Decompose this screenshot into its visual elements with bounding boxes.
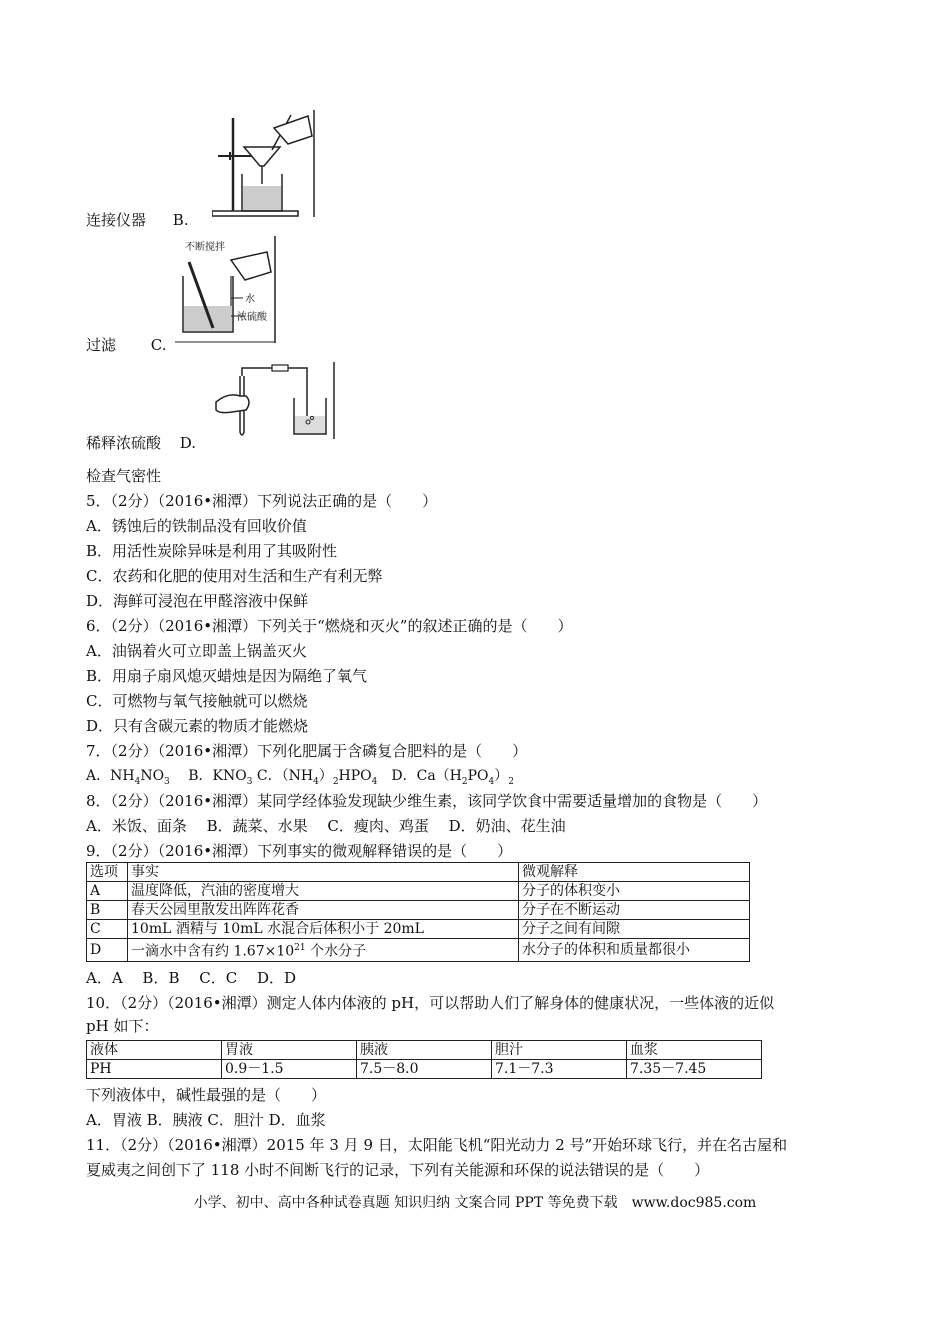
q9-cell: 分子之间有间隙 (519, 920, 750, 939)
q10-question: 下列液体中，碱性最强的是（ ） (86, 1086, 327, 1104)
q6-option-c: C．可燃物与氧气接触就可以燃烧 (86, 692, 308, 710)
q9-d-fact-post: 个水分子 (305, 943, 367, 960)
q9-cell: 温度降低，汽油的密度增大 (128, 882, 519, 901)
table-row (87, 1041, 762, 1060)
table-row (87, 901, 750, 920)
q10-cell: 7.5－8.0 (357, 1060, 492, 1079)
q10-cell: 胃液 (222, 1041, 357, 1060)
option-b-label-line (86, 335, 167, 355)
q9-cell: 10mL 酒精与 10mL 水混合后体积小于 20mL (128, 920, 519, 939)
q9-cell: 水分子的体积和质量都很小 (519, 939, 750, 962)
q9-header-fact: 事实 (128, 863, 519, 882)
airtightness-diagram (212, 362, 336, 440)
option-c-label-line (86, 433, 196, 453)
footer-advert: 小学、初中、高中各种试卷真题 知识归纳 文案合同 PPT 等免费下载 www.doc985.com (193, 1195, 757, 1211)
q9-cell-d-fact (128, 939, 519, 962)
q10-stem-line1: 10．（2分）（2016•湘潭）测定人体内体液的 pH，可以帮助人们了解身体的健康状况，一些体液的近似 (86, 994, 775, 1012)
q9-d-fact-pre: 一滴水中含有约 1.67×10 (131, 943, 295, 960)
q5-option-a: A．锈蚀后的铁制品没有回收价值 (86, 517, 307, 535)
q10-cell: 7.35－7.45 (627, 1060, 762, 1079)
table-row (87, 863, 750, 882)
option-a-label-line (86, 210, 189, 230)
table-row (87, 1060, 762, 1079)
option-b-letter: B. (172, 211, 189, 229)
q10-cell: 血浆 (627, 1041, 762, 1060)
q6-option-a: A．油锅着火可立即盖上锅盖灭火 (86, 642, 307, 660)
fig-b-text-water: 水 (245, 294, 255, 305)
option-a-label: 连接仪器 (86, 211, 147, 229)
q9-stem: 9．（2分）（2016•湘潭）下列事实的微观解释错误的是（ ） (86, 842, 513, 860)
q9-cell: 分子的体积变小 (519, 882, 750, 901)
option-d-label: 检查气密性 (86, 467, 162, 485)
dilution-diagram (175, 236, 279, 344)
table-row (87, 920, 750, 939)
q7-stem: 7．（2分）（2016•湘潭）下列化肥属于含磷复合肥料的是（ ） (86, 742, 528, 760)
q5-option-b: B．用活性炭除异味是利用了其吸附性 (86, 542, 338, 560)
option-d-letter: D. (179, 434, 197, 452)
q9-table (86, 862, 750, 962)
q5-option-c: C．农药和化肥的使用对生活和生产有利无弊 (86, 567, 383, 585)
q10-stem-line2: pH 如下： (86, 1017, 159, 1035)
q5-option-d: D．海鲜可浸泡在甲醛溶液中保鲜 (86, 592, 309, 610)
q7-options: A．$NH_4NO_3$ B．$KNO_3$ C．$(NH_4)_2HPO_4$ D．$Ca(H_2PO_4)_2$ (86, 768, 514, 787)
q10-cell: 7.1－7.3 (492, 1060, 627, 1079)
q9-cell: B (87, 901, 128, 920)
q10-cell: 胰液 (357, 1041, 492, 1060)
q5-stem: 5．（2分）（2016•湘潭）下列说法正确的是（ ） (86, 492, 438, 510)
q10-options: A．胃液 B．胰液 C．胆汁 D．血浆 (86, 1111, 326, 1129)
fig-b-text-acid: 浓硫酸 (237, 312, 267, 323)
filtration-figure (212, 110, 316, 218)
q9-cell: D (87, 939, 128, 962)
option-c-label: 稀释浓硫酸 (86, 434, 162, 452)
option-b-label: 过滤 (86, 336, 117, 354)
q8-options: A．米饭、面条 B．蔬菜、水果 C．瘦肉、鸡蛋 D．奶油、花生油 (86, 817, 566, 835)
airtightness-figure (212, 362, 336, 440)
q10-cell: PH (87, 1060, 222, 1079)
q11-stem-line1: 11．（2分）（2016•湘潭）2015 年 3 月 9 日，太阳能飞机“阳光动力 2 号”开始环球飞行，并在名古屋和 (86, 1136, 788, 1154)
filtration-diagram (212, 110, 316, 218)
q6-option-d: D．只有含碳元素的物质才能燃烧 (86, 717, 309, 735)
q6-option-b: B．用扇子扇风熄灭蜡烛是因为隔绝了氧气 (86, 667, 368, 685)
q9-cell: 春天公园里散发出阵阵花香 (128, 901, 519, 920)
q10-table (86, 1040, 762, 1079)
table-row (87, 939, 750, 962)
q10-cell: 液体 (87, 1041, 222, 1060)
q8-stem: 8．（2分）（2016•湘潭）某同学经体验发现缺少维生素，该同学饮食中需要适量增加的食物是（ ） (86, 792, 768, 810)
q9-d-fact-sup: 21 (294, 943, 306, 953)
dilution-figure (175, 236, 279, 344)
table-row (87, 882, 750, 901)
q11-stem-line2: 夏威夷之间创下了 118 小时不间断飞行的记录，下列有关能源和环保的说法错误的是（ ） (86, 1161, 710, 1179)
q9-cell: C (87, 920, 128, 939)
q9-options: A．A B．B C．C D．D (86, 969, 297, 987)
q6-stem: 6．（2分）（2016•湘潭）下列关于“燃烧和灭火”的叙述正确的是（ ） (86, 617, 573, 635)
fig-b-text-stir: 不断搅拌 (185, 242, 225, 253)
q10-cell: 0.9－1.5 (222, 1060, 357, 1079)
q9-cell: A (87, 882, 128, 901)
q10-cell: 胆汁 (492, 1041, 627, 1060)
q9-header-option: 选项 (87, 863, 128, 882)
q9-header-explanation: 微观解释 (519, 863, 750, 882)
q9-cell: 分子在不断运动 (519, 901, 750, 920)
option-c-letter: C. (150, 336, 167, 354)
